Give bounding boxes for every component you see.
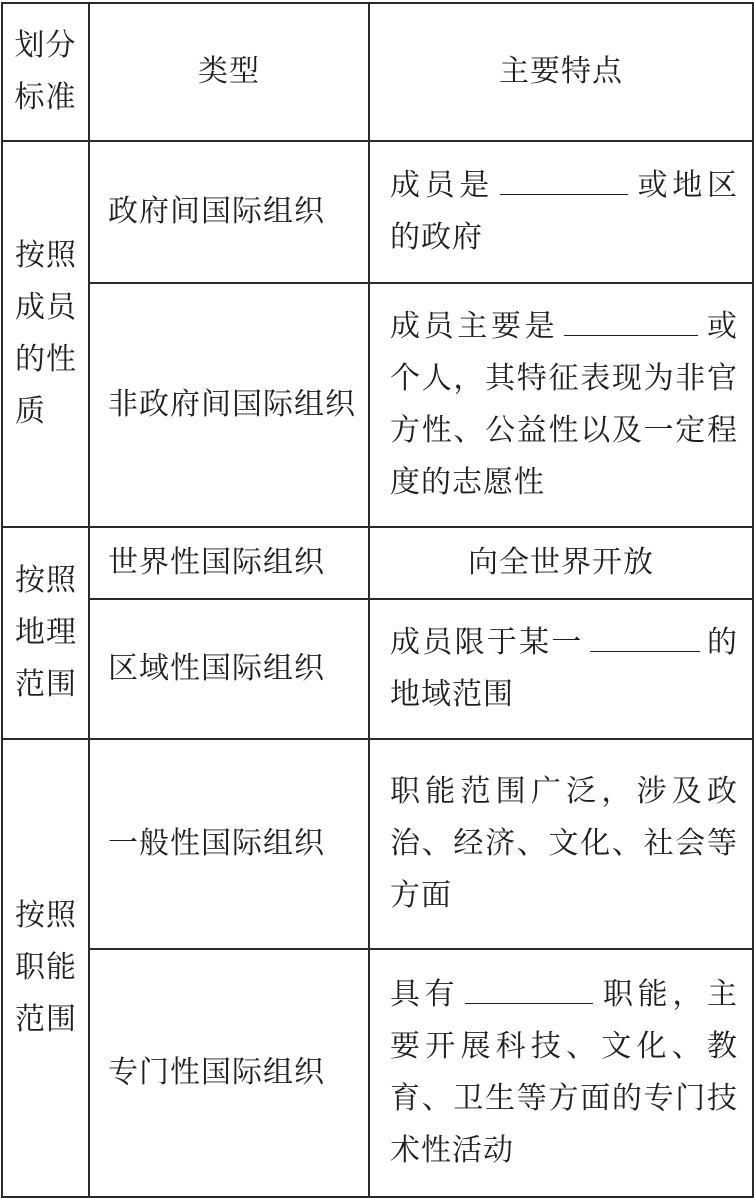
type-cell: 非政府间国际组织 <box>89 283 369 527</box>
type-cell: 政府间国际组织 <box>89 141 369 283</box>
feature-text: 或个人，其特征表现为非官方性、公益性以及一定程度的志愿性 <box>390 309 739 500</box>
type-cell: 世界性国际组织 <box>89 527 369 599</box>
fill-blank <box>500 193 628 195</box>
table-row <box>2 739 753 949</box>
table-row <box>2 141 753 283</box>
criteria-member-nature: 按照成员的性质 <box>2 141 89 527</box>
feature-text: 具有 <box>390 977 460 1012</box>
feature-text: 成员限于某一 <box>390 625 584 660</box>
criteria-function-scope: 按照职能范围 <box>2 739 89 1197</box>
criteria-geographic-scope: 按照地理范围 <box>2 527 89 739</box>
feature-cell <box>369 599 753 739</box>
table-row <box>2 949 753 1197</box>
header-criteria: 划分标准 <box>2 3 89 141</box>
type-cell: 一般性国际组织 <box>89 739 369 949</box>
feature-cell: 向全世界开放 <box>369 527 753 599</box>
feature-text: 或地区的政府 <box>390 168 738 255</box>
international-organizations-table <box>1 2 754 1198</box>
feature-text: 成员主要是 <box>390 309 559 344</box>
table-row <box>2 599 753 739</box>
feature-text: 职能，主要开展科技、文化、教育、卫生等方面的专门技术性活动 <box>390 977 739 1168</box>
header-features: 主要特点 <box>369 3 753 141</box>
feature-cell <box>369 949 753 1197</box>
fill-blank <box>564 334 698 336</box>
table-row <box>2 527 753 599</box>
feature-cell: 职能范围广泛，涉及政治、经济、文化、社会等方面 <box>369 739 753 949</box>
type-cell: 区域性国际组织 <box>89 599 369 739</box>
fill-blank <box>465 1002 593 1004</box>
header-type: 类型 <box>89 3 369 141</box>
feature-text: 的地域范围 <box>390 625 739 712</box>
table-header-row <box>2 3 753 141</box>
table-row <box>2 283 753 527</box>
type-cell: 专门性国际组织 <box>89 949 369 1197</box>
feature-cell <box>369 141 753 283</box>
feature-text: 成员是 <box>390 168 494 203</box>
feature-cell <box>369 283 753 527</box>
fill-blank <box>590 650 700 652</box>
